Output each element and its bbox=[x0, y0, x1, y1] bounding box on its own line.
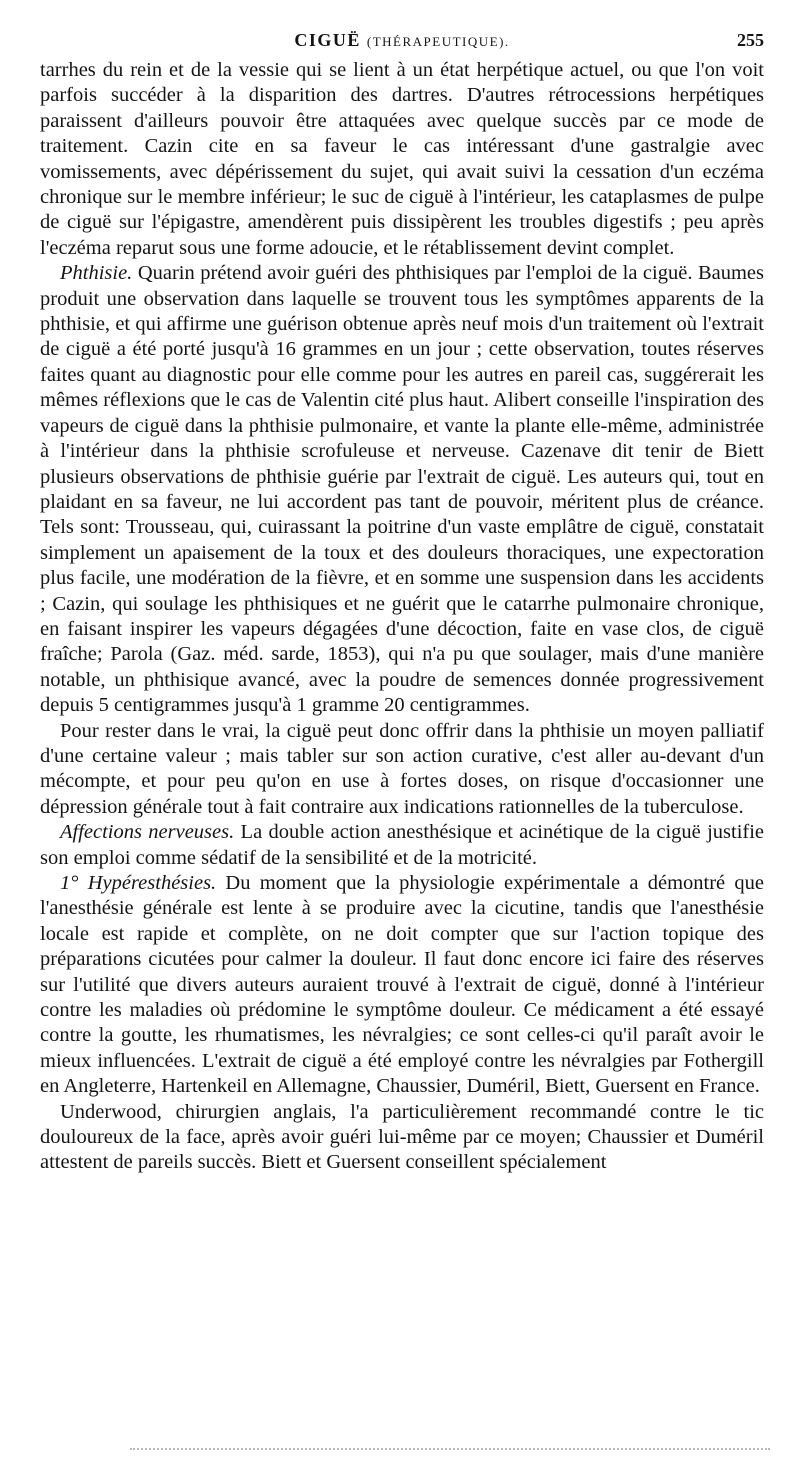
paragraph-phthisie bbox=[40, 261, 764, 718]
paragraph-text: Du moment que la physiologie expérimentale a démontré que l'anesthésie générale est lente à se produire avec la cicutine, tandis que l'anesthésie locale est rapide et complète, on ne doit compter que sur l'action topique des préparations cicutées pour calmer la douleur. Il faut donc encore ici faire des réserves sur l'utilité que divers auteurs auraient trouvé à l'extrait de ciguë, donné à l'intérieur contre les maladies où prédomine le symptôme douleur. Ce médicament a été essayé contre la goutte, les rhumatismes, les névralgies; ce sont celles-ci qu'il paraît avoir le mieux influencées. L'extrait de ciguë a été employé contre les névralgies par Fothergill en Angleterre, Hartenkeil en Allemagne, Chaussier, Duméril, Biett, Guersent en France. bbox=[40, 872, 764, 1098]
running-head-subtitle: (THÉRAPEUTIQUE). bbox=[366, 34, 510, 49]
running-head-title: CIGUË bbox=[294, 30, 361, 50]
section-run-in-heading: Phthisie. bbox=[60, 262, 133, 285]
paragraph-herpetic-continuation bbox=[40, 58, 764, 261]
running-head bbox=[40, 30, 764, 58]
paragraph-text: tarrhes du rein et de la vessie qui se lient à un état herpétique actuel, ou que l'on voit parfois succéder à la disparition des dartres. D'autres rétrocessions herpétiques paraissent d'ailleurs pouvoir être attaquées avec quelque succès par ce mode de traitement. Cazin cite en sa faveur le cas intéressant d'une gastralgie avec vomissements, avec dépérissement du sujet, qui avait suivi la cessation d'un eczéma chronique sur le membre inférieur; le suc de ciguë à l'intérieur, les cataplasmes de pulpe de ciguë sur l'épigastre, amendèrent puis dissipèrent les troubles digestifs ; peu après l'eczéma reparut sous une forme adoucie, et le rétablissement devint complet. bbox=[40, 59, 764, 259]
paragraph-affections-nerveuses bbox=[40, 820, 764, 871]
paragraph-text: La double action anesthésique et acinétique de la ciguë justifie son emploi comme sédatif de la sensibilité et de la motricité. bbox=[40, 821, 765, 869]
section-run-in-heading: Affections nerveuses. bbox=[60, 821, 235, 844]
paragraph-hyperesthesies bbox=[40, 871, 764, 1100]
paragraph-text: Quarin prétend avoir guéri des phthisiques par l'emploi de la ciguë. Baumes produit une observation dans laquelle se trouvent tous les symptômes apparents de la phthisie, et qui affirme une guérison obtenue après neuf mois d'un traitement où l'extrait de ciguë a été porté jusqu'à 16 grammes en un jour ; cette observation, toutes réserves faites quant au diagnostic pour elle comme pour les autres en pareil cas, suggérerait les mêmes réflexions que le cas de Valentin cité plus haut. Alibert conseille l'inspiration des vapeurs de ciguë dans la phthisie pulmonaire, et vante la plante elle-même, administrée à l'intérieur dans la phthisie scrofuleuse et nerveuse. Cazenave dit tenir de Biett plusieurs observations de phthisie guérie par l'extrait de ciguë. Les auteurs qui, tout en plaidant en sa faveur, ne lui accordent pas tant de pouvoir, méritent plus de créance. Tels sont: Trousseau, qui, cuirassant la poitrine d'un vaste emplâtre de ciguë, constatait simplement un apaisement de la toux et des douleurs thoraciques, une expectoration plus facile, une modération de la fièvre, et en somme une suspension dans les accidents ; Cazin, qui soulage les phthisiques et ne guérit que le catarrhe pulmonaire chronique, en faisant inspirer les vapeurs dégagées d'une décoction, faite en vase clos, de ciguë fraîche; Parola (Gaz. méd. sarde, 1853), qui n'a pu que soulager, mais d'une manière notable, un phthisique avancé, avec la poudre de semences donnée progressivement depuis 5 centigrammes jusqu'à 1 gramme 20 centigrammes. bbox=[40, 262, 764, 717]
book-page bbox=[40, 30, 764, 1176]
bottom-dotted-rule bbox=[130, 1448, 770, 1450]
section-run-in-heading: 1° Hypéresthésies. bbox=[60, 872, 217, 894]
paragraph-palliative bbox=[40, 719, 764, 821]
paragraph-underwood bbox=[40, 1100, 764, 1176]
page-number: 255 bbox=[737, 30, 764, 50]
paragraph-text: Underwood, chirurgien anglais, l'a particulièrement recommandé contre le tic douloureux de la face, après avoir guéri lui-même par ce moyen; Chaussier et Duméril attestent de pareils succès. Biett et Guersent conseillent spécialement bbox=[40, 1100, 764, 1174]
body-text bbox=[40, 58, 764, 1176]
paragraph-text: Pour rester dans le vrai, la ciguë peut donc offrir dans la phthisie un moyen palliatif d'une certaine valeur ; mais tabler sur son action curative, c'est aller au-devant d'un mécompte, et pour peu qu'on en use à fortes doses, on risque d'occasionner une dépression générale tout à fait contraire aux indications rationnelles de la tuberculose. bbox=[40, 719, 764, 818]
